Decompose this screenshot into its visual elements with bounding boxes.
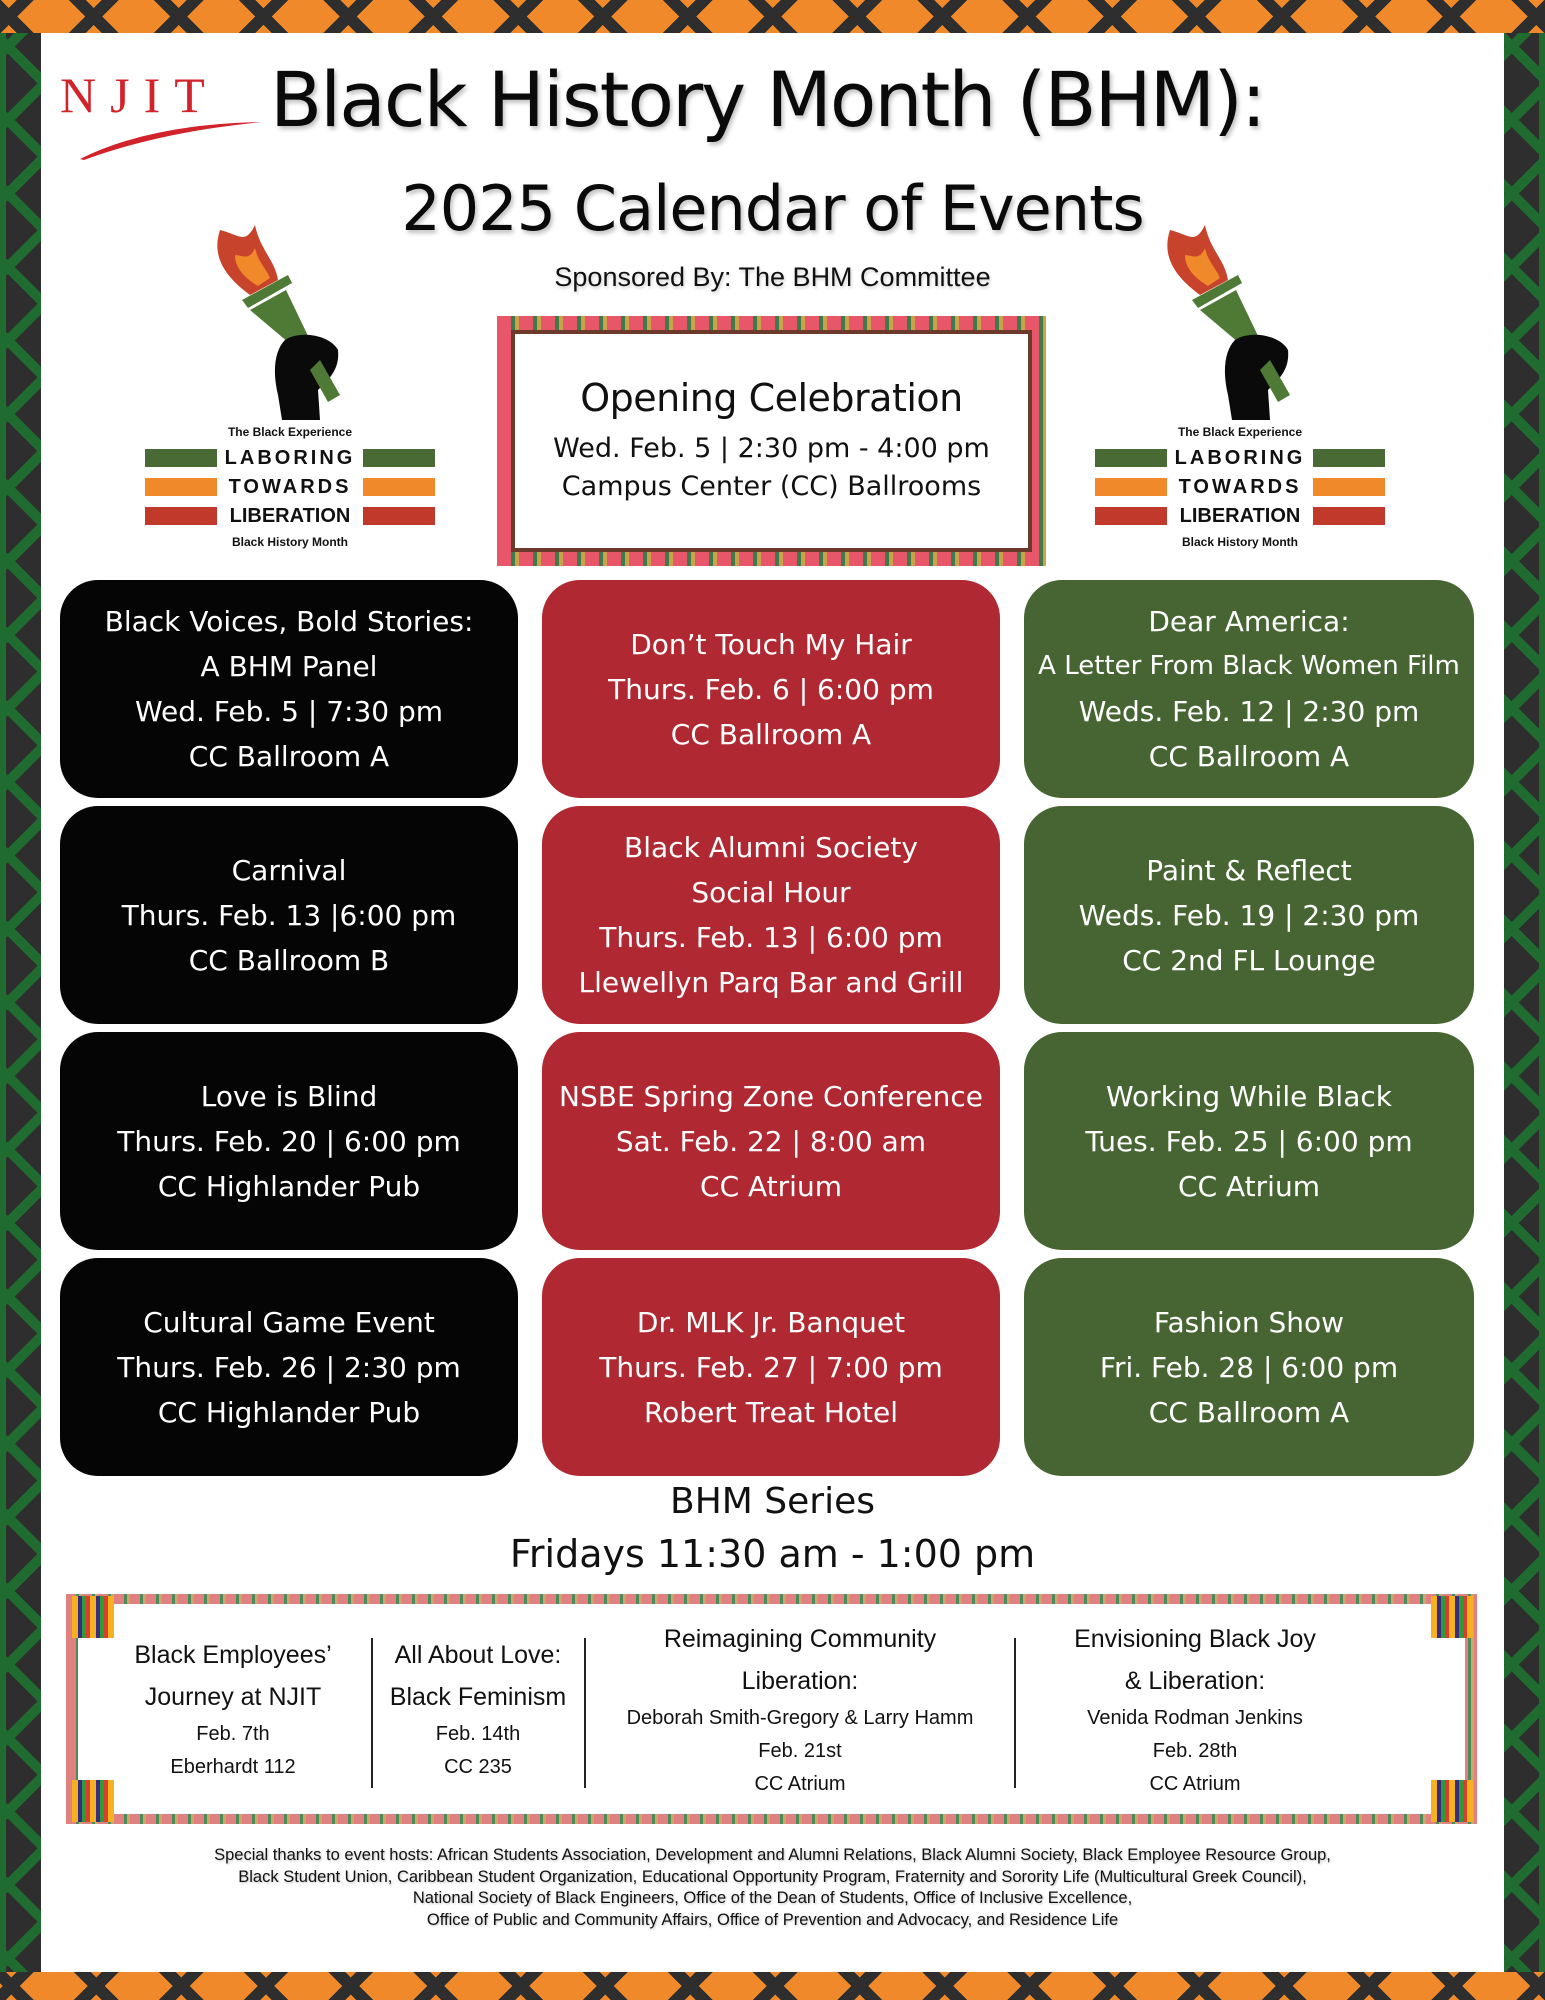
theme-logo-word: LABORING xyxy=(1174,447,1306,469)
series-item xyxy=(590,1604,1010,1814)
event-card xyxy=(542,806,1000,1024)
green-stripe xyxy=(1095,449,1167,467)
series-divider xyxy=(1014,1638,1016,1788)
orange-stripe xyxy=(363,478,435,496)
series-item-title: & Liberation: xyxy=(1124,1666,1266,1695)
series-item-title: Envisioning Black Joy xyxy=(1074,1624,1316,1653)
event-title: Paint & Reflect xyxy=(1146,853,1352,887)
event-title: NSBE Spring Zone Conference xyxy=(559,1079,983,1113)
series-box xyxy=(78,1604,1465,1814)
series-frame xyxy=(66,1594,1477,1824)
theme-logo-row xyxy=(1095,505,1385,527)
thanks-line: Special thanks to event hosts: African Students Association, Development and Alumni Relations, Black Alumni Society, Black Employee Resource Group, xyxy=(214,1846,1331,1864)
orange-stripe xyxy=(1313,478,1385,496)
green-stripe xyxy=(145,449,217,467)
kente-corner-icon xyxy=(1431,1596,1473,1638)
theme-logo-left xyxy=(140,220,440,550)
njit-logo xyxy=(58,67,258,160)
theme-logo-word: LABORING xyxy=(224,447,356,469)
event-location: CC Ballroom A xyxy=(188,740,390,773)
red-stripe xyxy=(1313,507,1385,525)
event-card xyxy=(60,580,518,798)
event-card xyxy=(1024,580,1474,798)
series-time: Fridays 11:30 am - 1:00 pm xyxy=(509,1532,1036,1576)
event-location: CC 2nd FL Lounge xyxy=(1122,943,1376,977)
event-card xyxy=(1024,1258,1474,1476)
series-item xyxy=(98,1604,368,1814)
event-title: Carnival xyxy=(231,853,347,887)
series-item xyxy=(376,1604,580,1814)
raised-fist-torch-icon xyxy=(1150,220,1330,420)
sponsor-line: Sponsored By: The BHM Committee xyxy=(554,262,991,292)
event-title: Black Alumni Society xyxy=(624,831,918,864)
event-location: Llewellyn Parq Bar and Grill xyxy=(578,966,964,999)
theme-logo-footer: Black History Month xyxy=(231,535,348,549)
thanks-line: National Society of Black Engineers, Office of the Dean of Students, Office of Inclusive Excellence, xyxy=(412,1889,1133,1907)
series-item-title: Reimagining Community xyxy=(663,1624,937,1653)
right-pattern-border xyxy=(1504,33,1545,1972)
left-pattern-border xyxy=(0,33,41,1972)
event-location: CC Highlander Pub xyxy=(157,1395,421,1429)
event-title: Dear America: xyxy=(1148,605,1350,638)
series-item-date: Feb. 28th xyxy=(1152,1739,1238,1762)
event-location: CC Ballroom A xyxy=(1148,1395,1350,1429)
series-item-location: CC 235 xyxy=(444,1756,512,1778)
event-title: Working While Black xyxy=(1106,1079,1392,1113)
event-location: CC Atrium xyxy=(700,1169,842,1203)
event-subtitle: A Letter From Black Women Film xyxy=(1038,651,1460,681)
orange-stripe xyxy=(1095,478,1167,496)
page-title: Black History Month (BHM): xyxy=(270,55,1265,144)
bottom-pattern-border xyxy=(0,1972,1545,2000)
thanks-line: Black Student Union, Caribbean Student Organization, Educational Opportunity Program, Fraternity and Sorority Life (Multicultural Greek Council), xyxy=(238,1867,1307,1886)
theme-logo-word: LIBERATION xyxy=(1179,505,1301,527)
theme-logo-word: LIBERATION xyxy=(229,505,351,527)
event-datetime: Sat. Feb. 22 | 8:00 am xyxy=(615,1124,927,1158)
thanks-line: Office of Public and Community Affairs, Office of Prevention and Advocacy, and Residence Life xyxy=(426,1910,1119,1929)
series-item-date: Feb. 7th xyxy=(196,1723,270,1745)
event-grid xyxy=(60,580,1480,1476)
njit-swoosh-icon xyxy=(70,104,270,164)
event-card xyxy=(60,1032,518,1250)
event-card xyxy=(60,1258,518,1476)
red-stripe xyxy=(1095,507,1167,525)
special-thanks xyxy=(70,1845,1475,1931)
event-card xyxy=(542,1258,1000,1476)
theme-logo-right xyxy=(1090,220,1390,550)
top-pattern-border xyxy=(0,0,1545,33)
event-subtitle: Social Hour xyxy=(691,876,851,909)
series-title: BHM Series xyxy=(670,1481,875,1522)
series-item-location: CC Atrium xyxy=(1149,1772,1241,1795)
theme-logo-row xyxy=(1095,447,1385,469)
series-item-date: Feb. 14th xyxy=(435,1723,521,1745)
series-item-title: Journey at NJIT xyxy=(144,1683,322,1711)
theme-logo-row xyxy=(145,476,435,498)
event-datetime: Wed. Feb. 5 | 7:30 pm xyxy=(134,695,444,728)
theme-logo-caption: The Black Experience xyxy=(227,425,353,439)
orange-stripe xyxy=(145,478,217,496)
series-item-title: All About Love: xyxy=(394,1641,562,1669)
event-datetime: Fri. Feb. 28 | 6:00 pm xyxy=(1099,1350,1399,1384)
event-title: Love is Blind xyxy=(200,1079,378,1113)
event-title: Dr. MLK Jr. Banquet xyxy=(636,1305,906,1339)
green-stripe xyxy=(363,449,435,467)
series-item-speaker: Deborah Smith-Gregory & Larry Hamm xyxy=(626,1706,974,1729)
event-location: CC Highlander Pub xyxy=(157,1169,421,1203)
event-title: Cultural Game Event xyxy=(143,1305,435,1339)
event-datetime: Thurs. Feb. 26 | 2:30 pm xyxy=(117,1350,461,1384)
series-item-title: Black Feminism xyxy=(389,1683,567,1711)
raised-fist-torch-icon xyxy=(200,220,380,420)
event-title: Don’t Touch My Hair xyxy=(630,627,912,661)
opening-location: Campus Center (CC) Ballrooms xyxy=(561,471,982,502)
opening-datetime: Wed. Feb. 5 | 2:30 pm - 4:00 pm xyxy=(553,433,990,465)
theme-logo-word: TOWARDS xyxy=(228,476,352,498)
kente-corner-icon xyxy=(1431,1780,1473,1822)
event-title: Black Voices, Bold Stories: xyxy=(104,605,474,638)
series-divider xyxy=(584,1638,586,1788)
event-location: CC Ballroom A xyxy=(670,717,872,751)
event-datetime: Weds. Feb. 19 | 2:30 pm xyxy=(1078,898,1420,932)
theme-logo-word: TOWARDS xyxy=(1178,476,1302,498)
theme-logo-row xyxy=(145,505,435,527)
series-item xyxy=(1020,1604,1370,1814)
theme-logo-row xyxy=(1095,476,1385,498)
event-datetime: Thurs. Feb. 20 | 6:00 pm xyxy=(117,1124,461,1158)
event-datetime: Thurs. Feb. 13 | 6:00 pm xyxy=(599,921,943,954)
event-location: CC Ballroom B xyxy=(188,943,390,977)
opening-celebration-frame xyxy=(497,316,1046,566)
series-item-title: Liberation: xyxy=(741,1666,859,1695)
opening-title: Opening Celebration xyxy=(580,376,963,421)
series-item-speaker: Venida Rodman Jenkins xyxy=(1087,1706,1303,1729)
event-location: CC Atrium xyxy=(1178,1169,1320,1203)
opening-celebration-box xyxy=(511,330,1032,552)
event-datetime: Thurs. Feb. 6 | 6:00 pm xyxy=(608,672,934,706)
event-location: Robert Treat Hotel xyxy=(643,1395,899,1429)
theme-logo-row xyxy=(145,447,435,469)
event-datetime: Thurs. Feb. 13 |6:00 pm xyxy=(121,898,457,932)
red-stripe xyxy=(145,507,217,525)
event-datetime: Weds. Feb. 12 | 2:30 pm xyxy=(1078,695,1420,728)
event-card xyxy=(60,806,518,1024)
theme-logo-footer: Black History Month xyxy=(1181,535,1298,549)
event-card xyxy=(542,1032,1000,1250)
red-stripe xyxy=(363,507,435,525)
event-subtitle: A BHM Panel xyxy=(200,650,378,683)
event-card xyxy=(1024,806,1474,1024)
event-title: Fashion Show xyxy=(1153,1305,1345,1339)
series-item-date: Feb. 21st xyxy=(758,1739,842,1762)
event-datetime: Tues. Feb. 25 | 6:00 pm xyxy=(1085,1124,1413,1158)
series-item-location: CC Atrium xyxy=(754,1772,846,1795)
series-divider xyxy=(371,1638,373,1788)
page-subtitle: 2025 Calendar of Events xyxy=(401,172,1144,245)
series-item-location: Eberhardt 112 xyxy=(170,1756,296,1778)
event-location: CC Ballroom A xyxy=(1148,740,1350,773)
event-card xyxy=(542,580,1000,798)
event-datetime: Thurs. Feb. 27 | 7:00 pm xyxy=(599,1350,943,1384)
event-card xyxy=(1024,1032,1474,1250)
theme-logo-caption: The Black Experience xyxy=(1177,425,1303,439)
njit-logo-text: NJIT xyxy=(60,67,219,123)
series-item-title: Black Employees’ xyxy=(134,1641,332,1669)
green-stripe xyxy=(1313,449,1385,467)
